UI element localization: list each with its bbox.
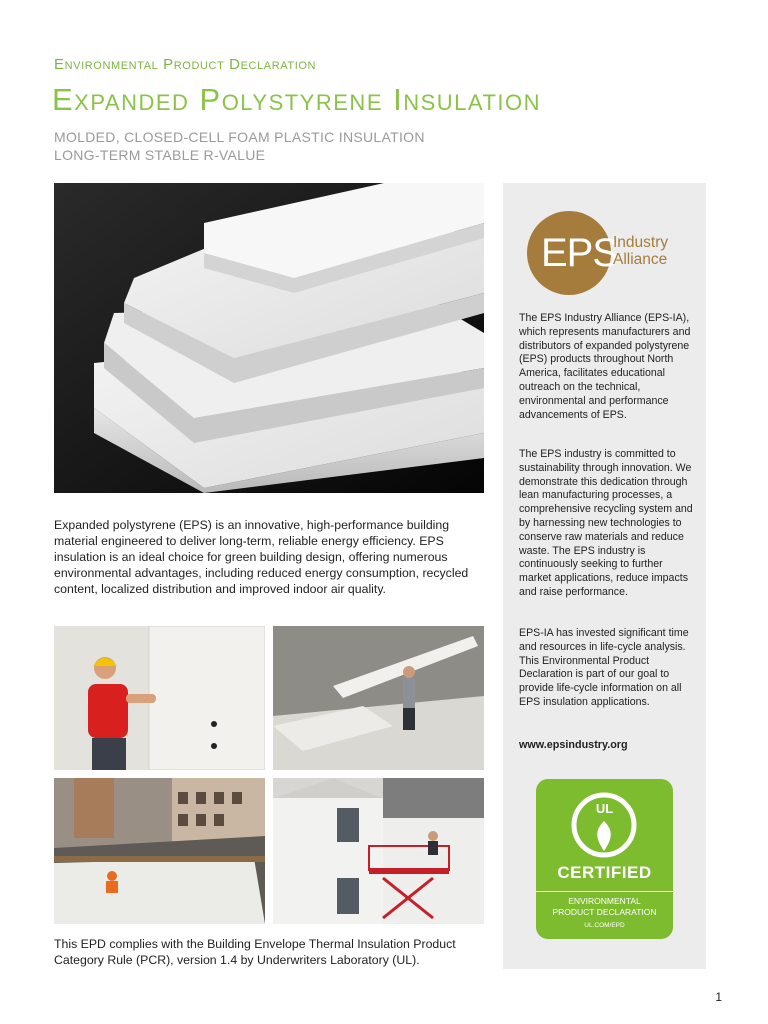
intro-paragraph: Expanded polystyrene (EPS) is an innovative, high-performance building material engineered to deliver long-term, reliable energy efficiency. EPS insulation is an ideal choice for green building design, offering numerous environmental advantages, including reduced energy consumption, recycled content, localized distribution and improved indoor air quality. <box>54 518 469 596</box>
badge-divider <box>536 891 673 892</box>
logo-line-2: Alliance <box>613 251 668 268</box>
website-link[interactable]: www.epsindustry.org <box>519 739 628 751</box>
photo-wall-lift-installation <box>273 778 484 924</box>
badge-caption-line-1: ENVIRONMENTAL <box>568 896 641 906</box>
eps-boards-illustration <box>54 183 484 493</box>
document-kicker: Environmental Product Declaration <box>54 56 317 73</box>
badge-caption-line-2: PRODUCT DECLARATION <box>552 907 657 917</box>
ul-certified-badge <box>536 779 673 939</box>
logo-mark: EPS <box>541 231 619 275</box>
page-number: 1 <box>715 990 722 1004</box>
logo-line-1: Industry <box>613 234 669 251</box>
sidebar-paragraph-about: The EPS Industry Alliance (EPS-IA), which represents manufacturers and distributors of expanded polystyrene (EPS) products throughout North America, facilitates educational outreach on the technical, environmental and performance advancements of EPS. <box>519 312 691 421</box>
photo-worker-installing-panel <box>54 626 265 770</box>
badge-caption <box>536 896 673 931</box>
photo-worker-lifting-panel <box>273 626 484 770</box>
ul-mark: UL <box>595 801 614 816</box>
document-subtitle <box>54 128 425 164</box>
badge-certified-text: CERTIFIED <box>557 863 652 882</box>
sidebar-panel <box>503 183 706 969</box>
eps-industry-alliance-logo <box>527 209 697 299</box>
hero-image-eps-boards <box>54 183 484 493</box>
subtitle-line-1: MOLDED, CLOSED-CELL FOAM PLASTIC INSULATION <box>54 129 425 145</box>
sidebar-paragraph-lca: EPS-IA has invested significant time and resources in life-cycle analysis. This Environmental Product Declaration is part of our goal to provide life-cycle information on all EPS insulation applications. <box>519 627 689 708</box>
document-title: Expanded Polystyrene Insulation <box>52 82 541 117</box>
pcr-footnote: This EPD complies with the Building Envelope Thermal Insulation Product Category Rule (PCR), version 1.4 by Underwriters Laboratory (UL). <box>54 937 456 967</box>
badge-caption-line-3: UL.COM/EPD <box>584 922 625 929</box>
photo-rooftop-installation <box>54 778 265 924</box>
sidebar-paragraph-sustainability: The EPS industry is committed to sustainability through innovation. We demonstrate this dedication through lean manufacturing processes, a comprehensive recycling system and by harnessing new technologies to conserve raw materials and reduce waste. The EPS industry is continuously seeking to further market applications, reduce impacts and raise performance. <box>519 448 693 598</box>
subtitle-line-2: LONG-TERM STABLE R-VALUE <box>54 147 266 163</box>
logo-wordmark <box>613 234 668 268</box>
